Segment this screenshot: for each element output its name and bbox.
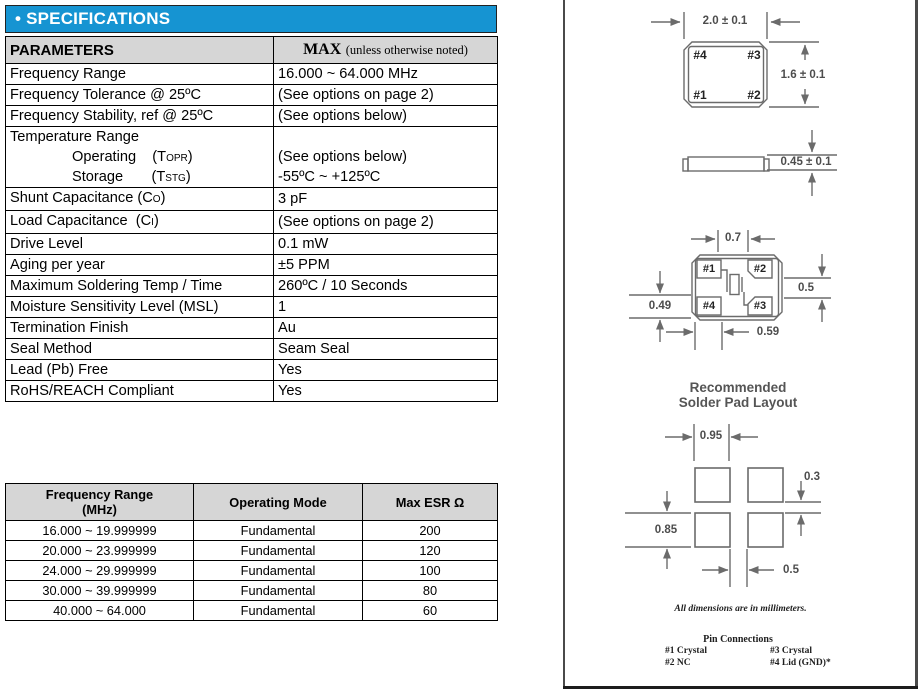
table-row xyxy=(6,211,498,234)
table-row xyxy=(6,85,498,106)
specifications-table xyxy=(5,36,498,402)
value-cell: 16.000 ~ 64.000 MHz xyxy=(274,64,498,85)
pad-label: #4 xyxy=(693,48,707,62)
dimension-label-width: 2.0 ± 0.1 xyxy=(702,15,748,27)
mechanical-drawings-panel xyxy=(563,0,918,692)
spec-table-body xyxy=(6,64,498,402)
esr-table xyxy=(5,483,498,621)
table-cell: Fundamental xyxy=(194,581,363,601)
column-header-max xyxy=(274,37,498,64)
table-cell: Fundamental xyxy=(194,601,363,621)
pad-label: #1 xyxy=(702,263,716,275)
value-cell: Yes xyxy=(274,360,498,381)
parameter-cell: Shunt Capacitance (CO) xyxy=(6,188,274,211)
value-cell: ±5 PPM xyxy=(274,255,498,276)
parameter-cell: Maximum Soldering Temp / Time xyxy=(6,276,274,297)
table-row xyxy=(6,360,498,381)
table-row xyxy=(6,581,498,601)
dimensions-note: All dimensions are in millimeters. xyxy=(674,604,807,614)
dimension-linework xyxy=(563,0,918,689)
pad-label: #2 xyxy=(747,88,761,102)
esr-table-body xyxy=(6,521,498,621)
value-cell: (See options on page 2) xyxy=(274,85,498,106)
parameter-cell: Load Capacitance (CI) xyxy=(6,211,274,234)
parameter-cell: Frequency Stability, ref @ 25ºC xyxy=(6,106,274,127)
table-cell: 200 xyxy=(363,521,498,541)
value-cell: 260ºC / 10 Seconds xyxy=(274,276,498,297)
table-row xyxy=(6,255,498,276)
side-view-outline xyxy=(683,157,769,171)
table-row xyxy=(6,601,498,621)
specifications-banner xyxy=(5,5,497,33)
table-row xyxy=(6,297,498,318)
parameter-cell: Moisture Sensitivity Level (MSL) xyxy=(6,297,274,318)
parameter-cell: Aging per year xyxy=(6,255,274,276)
table-row xyxy=(6,561,498,581)
column-header-operating-mode: Operating Mode xyxy=(194,484,363,521)
solder-pad-squares xyxy=(695,468,783,547)
table-cell: 60 xyxy=(363,601,498,621)
table-cell: 40.000 ~ 64.000 xyxy=(6,601,194,621)
table-row xyxy=(6,381,498,402)
table-cell: 20.000 ~ 23.999999 xyxy=(6,541,194,561)
table-row xyxy=(6,521,498,541)
table-row xyxy=(6,64,498,85)
table-row xyxy=(6,127,498,188)
max-label: MAX xyxy=(303,41,342,58)
dimension-label-solder-pitch: 0.95 xyxy=(699,430,723,442)
table-cell: 80 xyxy=(363,581,498,601)
column-header-frequency-range: Frequency Range (MHz) xyxy=(6,484,194,521)
pad-label: #2 xyxy=(753,263,767,275)
table-row xyxy=(6,318,498,339)
value-cell: Au xyxy=(274,318,498,339)
table-row xyxy=(6,234,498,255)
parameter-cell: RoHS/REACH Compliant xyxy=(6,381,274,402)
table-row xyxy=(6,541,498,561)
table-row xyxy=(6,339,498,360)
value-cell: (See options on page 2) xyxy=(274,211,498,234)
table-row xyxy=(6,106,498,127)
pad-label: #1 xyxy=(693,88,707,102)
value-cell: 1 xyxy=(274,297,498,318)
solder-pad-dimension-lines xyxy=(625,424,821,587)
table-cell: 120 xyxy=(363,541,498,561)
table-row xyxy=(6,276,498,297)
parameter-cell: Seal Method xyxy=(6,339,274,360)
dimension-label-solder-pad-height: 0.85 xyxy=(654,524,678,536)
pin-connection-1: #1 Crystal xyxy=(665,646,707,656)
table-cell: Fundamental xyxy=(194,561,363,581)
table-cell: Fundamental xyxy=(194,541,363,561)
dimension-label-height: 1.6 ± 0.1 xyxy=(780,69,826,81)
value-cell: Seam Seal xyxy=(274,339,498,360)
pad-label: #3 xyxy=(747,48,761,62)
dimension-label-pad-height: 0.49 xyxy=(648,300,672,312)
parameter-cell: Temperature Range Operating (TOPR) Storage (TSTG) xyxy=(6,127,274,188)
pad-label: #4 xyxy=(702,300,716,312)
table-cell: 24.000 ~ 29.999999 xyxy=(6,561,194,581)
table-row xyxy=(6,188,498,211)
pin-connection-4: #4 Lid (GND)* xyxy=(770,658,831,668)
value-cell: 0.1 mW xyxy=(274,234,498,255)
parameter-cell: Frequency Tolerance @ 25ºC xyxy=(6,85,274,106)
value-cell: Yes xyxy=(274,381,498,402)
table-header-row xyxy=(6,37,498,64)
dimension-label-pad-width: 0.59 xyxy=(756,326,780,338)
max-note: (unless otherwise noted) xyxy=(345,43,468,57)
pin-connection-2: #2 NC xyxy=(665,658,691,668)
table-header-row xyxy=(6,484,498,521)
value-cell: 3 pF xyxy=(274,188,498,211)
dimension-label-solder-row-gap: 0.3 xyxy=(804,471,820,483)
parameter-cell: Drive Level xyxy=(6,234,274,255)
solder-pad-layout-title: Recommended Solder Pad Layout xyxy=(678,380,798,410)
dimension-label-pad-gap-top: 0.7 xyxy=(725,232,741,244)
value-cell: (See options below) -55ºC ~ +125ºC xyxy=(274,127,498,188)
column-header-parameters: PARAMETERS xyxy=(6,37,274,64)
column-header-max-esr: Max ESR Ω xyxy=(363,484,498,521)
dimension-label-pad-gap-right: 0.5 xyxy=(798,282,814,294)
table-cell: 16.000 ~ 19.999999 xyxy=(6,521,194,541)
value-cell: (See options below) xyxy=(274,106,498,127)
parameter-cell: Frequency Range xyxy=(6,64,274,85)
parameter-cell: Termination Finish xyxy=(6,318,274,339)
section-title: • SPECIFICATIONS xyxy=(15,9,171,28)
table-cell: 30.000 ~ 39.999999 xyxy=(6,581,194,601)
dimension-label-thickness: 0.45 ± 0.1 xyxy=(780,156,832,168)
dimension-label-solder-col-gap: 0.5 xyxy=(783,564,799,576)
table-cell: 100 xyxy=(363,561,498,581)
pad-label: #3 xyxy=(753,300,767,312)
crystal-symbol xyxy=(721,270,748,305)
parameter-cell: Lead (Pb) Free xyxy=(6,360,274,381)
table-cell: Fundamental xyxy=(194,521,363,541)
pin-connection-3: #3 Crystal xyxy=(770,646,812,656)
pin-connections-title: Pin Connections xyxy=(703,634,773,645)
